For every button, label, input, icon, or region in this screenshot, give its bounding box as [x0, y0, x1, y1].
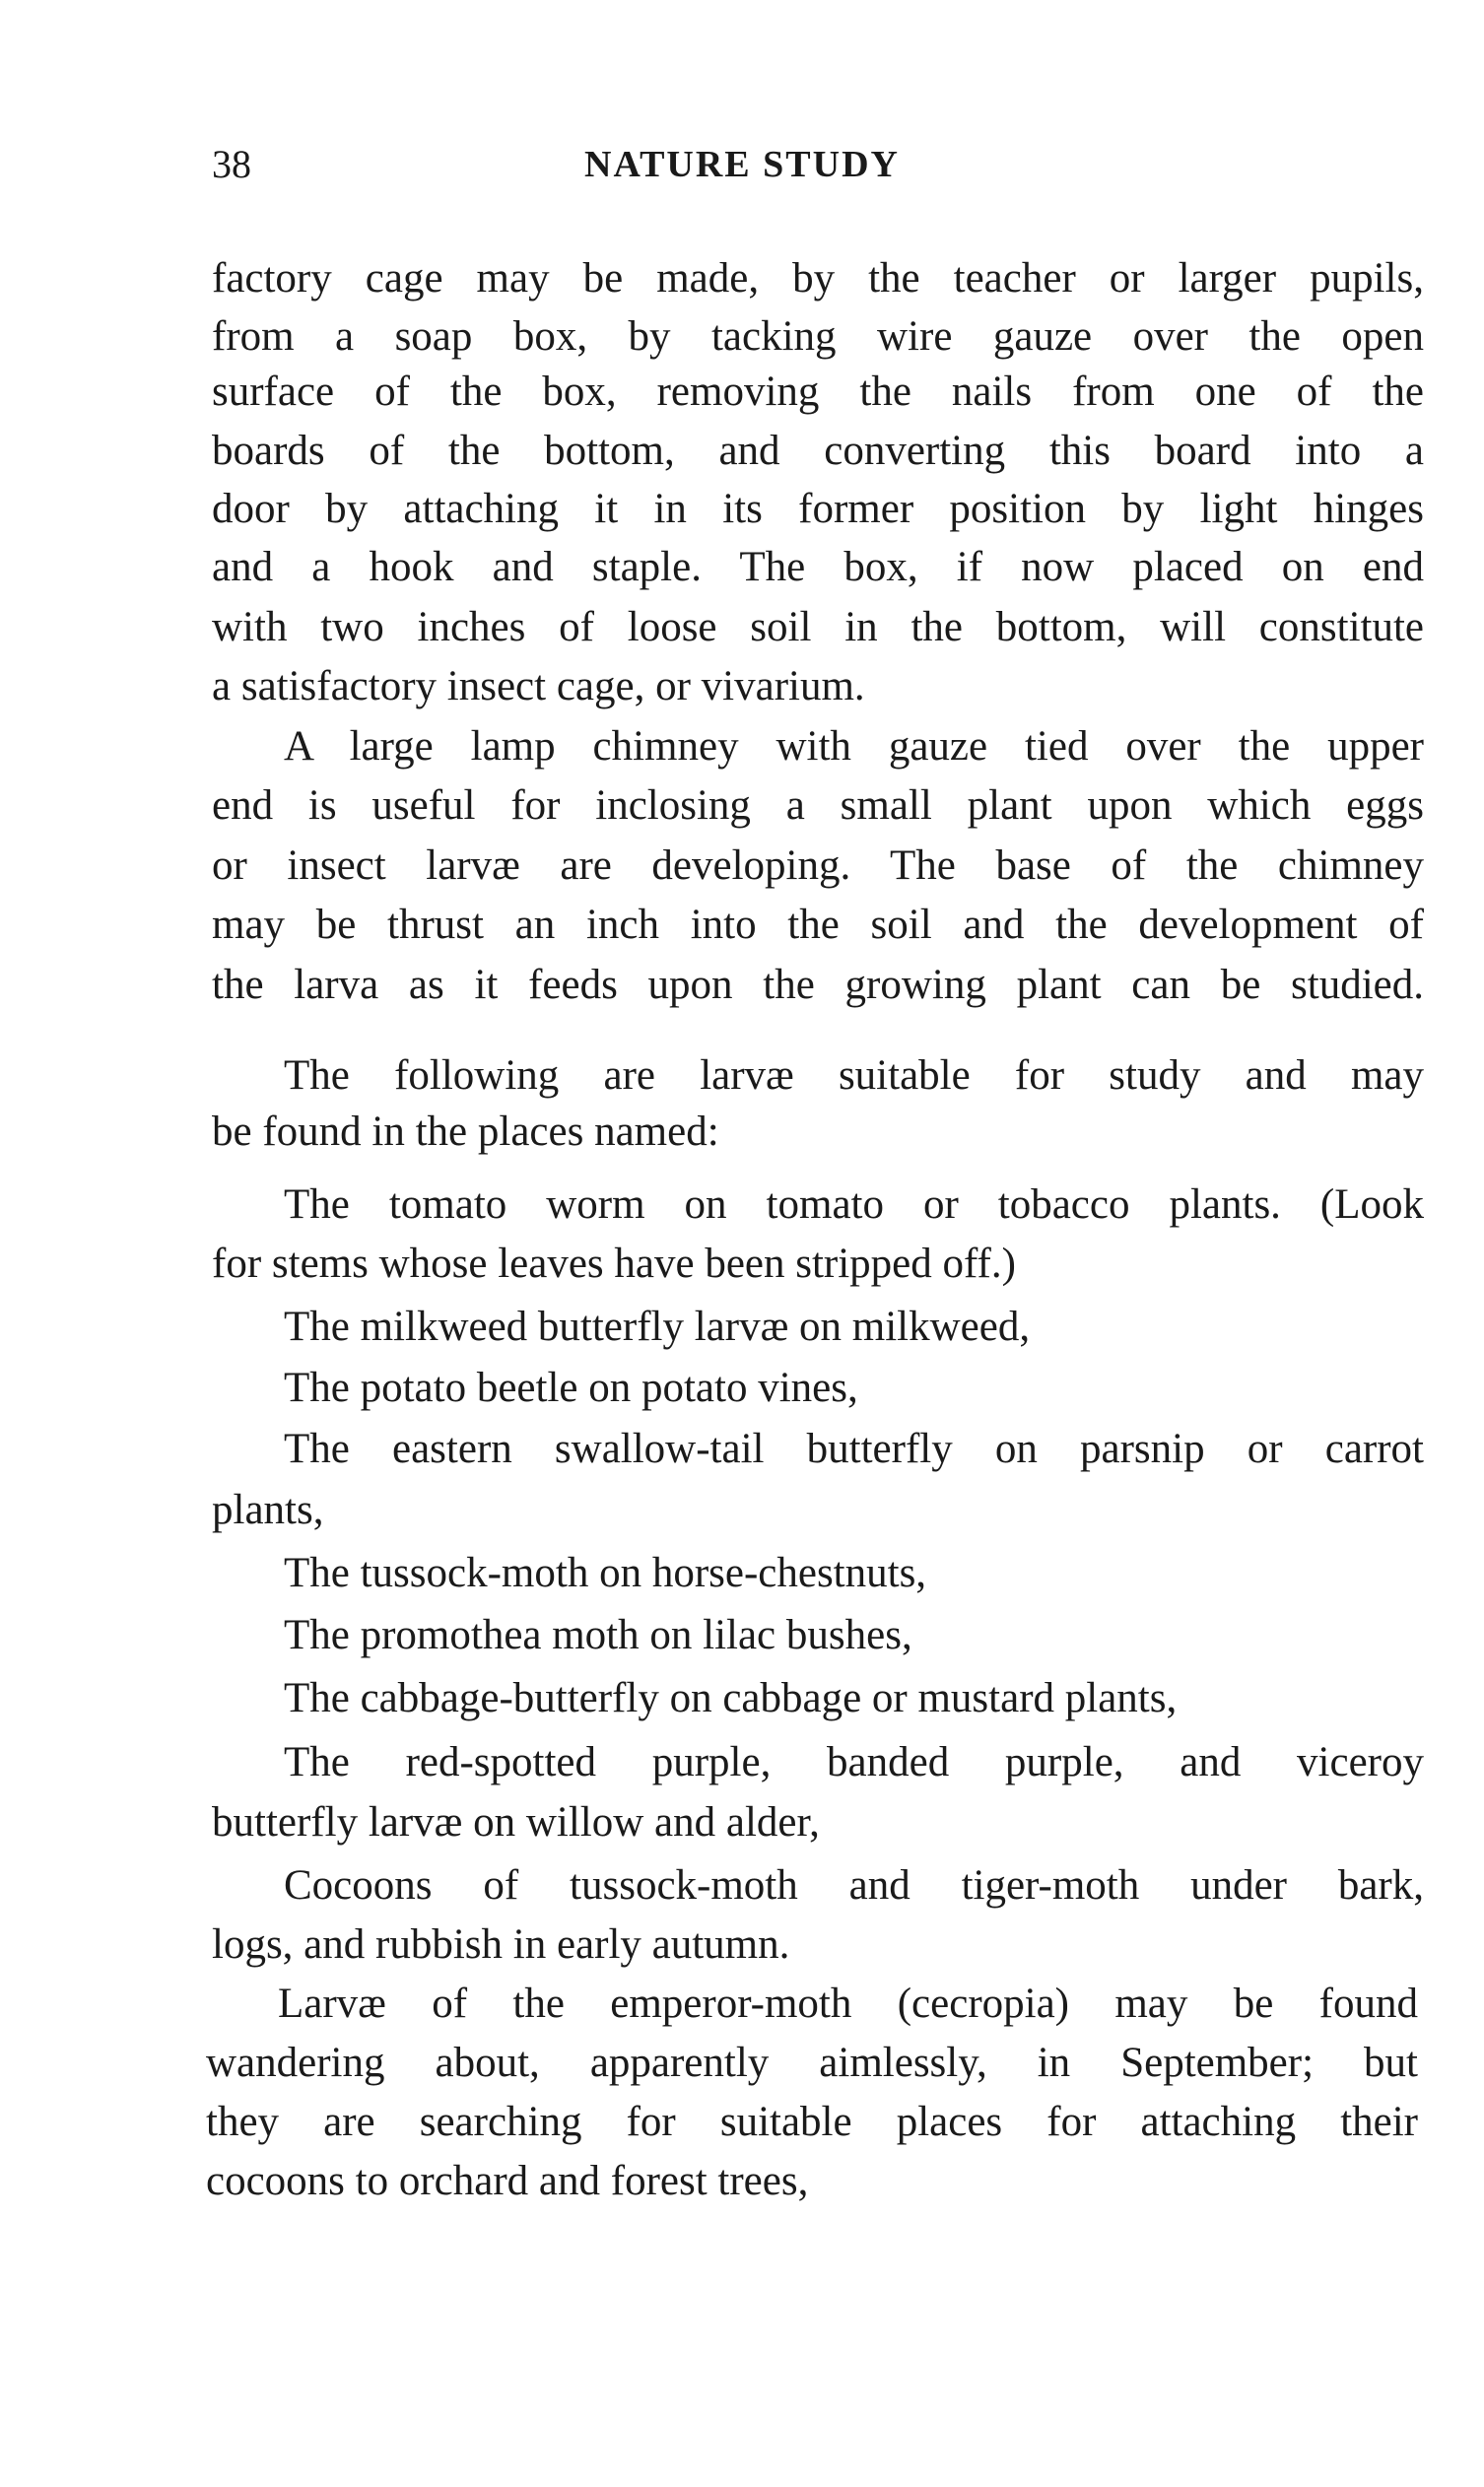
text-line: from a soap box, by tacking wire gauze over the open [212, 313, 1424, 360]
text-line: surface of the box, removing the nails from one of the [212, 369, 1424, 415]
text-line: they are searching for suitable places for attaching their [206, 2099, 1418, 2145]
text-line: be found in the places named: [212, 1109, 719, 1155]
text-line: factory cage may be made, by the teacher or larger pupils, [212, 255, 1424, 302]
text-line: for stems whose leaves have been stripped off.) [212, 1241, 1016, 1287]
text-line: end is useful for inclosing a small plant upon which eggs [212, 782, 1424, 829]
text-line: The promothea moth on lilac bushes, [284, 1612, 912, 1658]
text-line: or insect larvæ are developing. The base of the chimney [212, 842, 1424, 889]
text-line: A large lamp chimney with gauze tied over the upper [284, 723, 1424, 770]
text-line: may be thrust an inch into the soil and the development of [212, 902, 1424, 948]
text-line: the larva as it feeds upon the growing plant can be studied. [212, 962, 1424, 1008]
text-line: The milkweed butterfly larvæ on milkweed, [284, 1304, 1031, 1350]
text-line: plants, [212, 1487, 324, 1533]
text-line: The red-spotted purple, banded purple, and viceroy [284, 1739, 1424, 1785]
text-line: door by attaching it in its former position by light hinges [212, 486, 1424, 532]
text-line: The tussock-moth on horse-chestnuts, [284, 1550, 927, 1596]
text-line: a satisfactory insect cage, or vivarium. [212, 663, 865, 709]
text-line: logs, and rubbish in early autumn. [212, 1921, 790, 1968]
text-line: boards of the bottom, and converting this board into a [212, 428, 1424, 474]
text-line: The potato beetle on potato vines, [284, 1365, 858, 1411]
running-title: NATURE STUDY [584, 144, 900, 185]
text-line: wandering about, apparently aimlessly, in September; but [206, 2040, 1418, 2086]
text-line: and a hook and staple. The box, if now placed on end [212, 544, 1424, 590]
text-line: The eastern swallow-tail butterfly on parsnip or carrot [284, 1426, 1424, 1472]
text-line: butterfly larvæ on willow and alder, [212, 1799, 820, 1846]
page-number: 38 [212, 142, 251, 186]
text-line: The following are larvæ suitable for study and may [284, 1052, 1424, 1099]
text-line: with two inches of loose soil in the bottom, will constitute [212, 604, 1424, 650]
text-line: Larvæ of the emperor-moth (cecropia) may be found [278, 1981, 1418, 2027]
text-line: Cocoons of tussock-moth and tiger-moth under bark, [284, 1862, 1424, 1909]
text-line: The tomato worm on tomato or tobacco plants. (Look [284, 1181, 1424, 1228]
text-line: The cabbage-butterfly on cabbage or mustard plants, [284, 1675, 1178, 1721]
text-line: cocoons to orchard and forest trees, [206, 2158, 809, 2204]
